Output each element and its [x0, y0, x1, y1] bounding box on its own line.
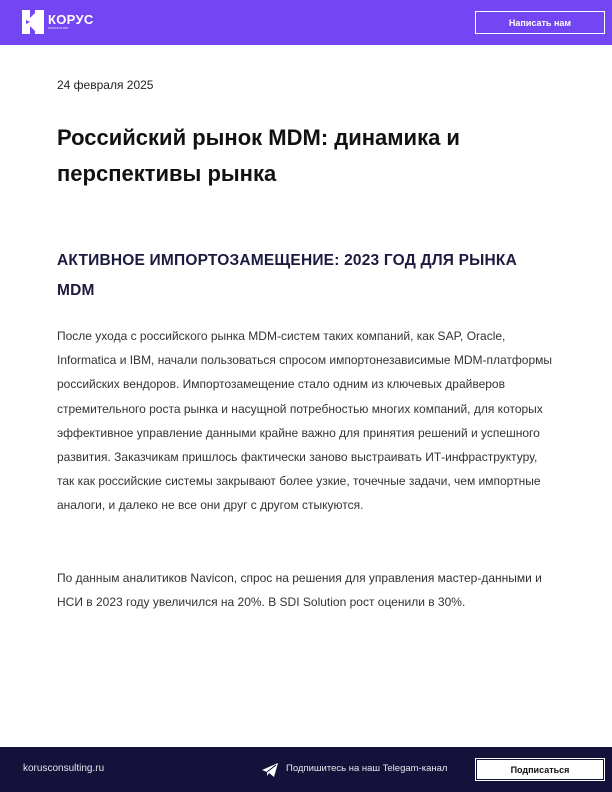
section-heading: АКТИВНОЕ ИМПОРТОЗАМЕЩЕНИЕ: 2023 ГОД ДЛЯ РЫНКА MDM [57, 252, 517, 299]
article-paragraph: После ухода с российского рынка MDM-систем таких компаний, как SAP, Oracle, Informatica и IBM, начали пользоваться спросом импортонезависимые MDM-платформы российских вендоров. Импортозамещение стало одним из ключевых драйверов стремительного роста рынка и насущной потребностью многих компаний, для которых эффективное управление данными крайне важно для принятия решений и успешного развития. Заказчикам пришлось фактически заново выстраивать ИТ-инфраструктуру, так как российские системы закрывают более узкие, точечные задачи, чем импортные аналоги, и далеко не все они друг с другом стыкуются. [57, 329, 553, 513]
telegram-subscribe-text[interactable]: Подпишитесь на наш Telegam-канал [286, 763, 448, 774]
site-footer [0, 747, 612, 792]
telegram-icon[interactable] [262, 762, 278, 776]
logo-name: КОРУС [48, 12, 94, 27]
write-us-button[interactable]: Написать нам [475, 11, 605, 34]
logo-text [48, 13, 94, 31]
article-date: 24 февраля 2025 [57, 78, 154, 92]
site-header [0, 0, 612, 45]
korus-logo-icon [22, 10, 44, 34]
site-link[interactable]: korusconsulting.ru [23, 763, 105, 774]
page-title: Российский рынок MDM: динамика и перспективы рынка [57, 125, 460, 186]
korus-logo[interactable] [22, 10, 94, 34]
logo-subtitle: консалтинг [48, 26, 69, 30]
article-paragraph: По данным аналитиков Navicon, спрос на решения для управления мастер-данными и НСИ в 2023 году увеличился на 20%. В SDI Solution рост оценили в 30%. [57, 571, 542, 610]
subscribe-button[interactable]: Подписаться [475, 758, 605, 781]
